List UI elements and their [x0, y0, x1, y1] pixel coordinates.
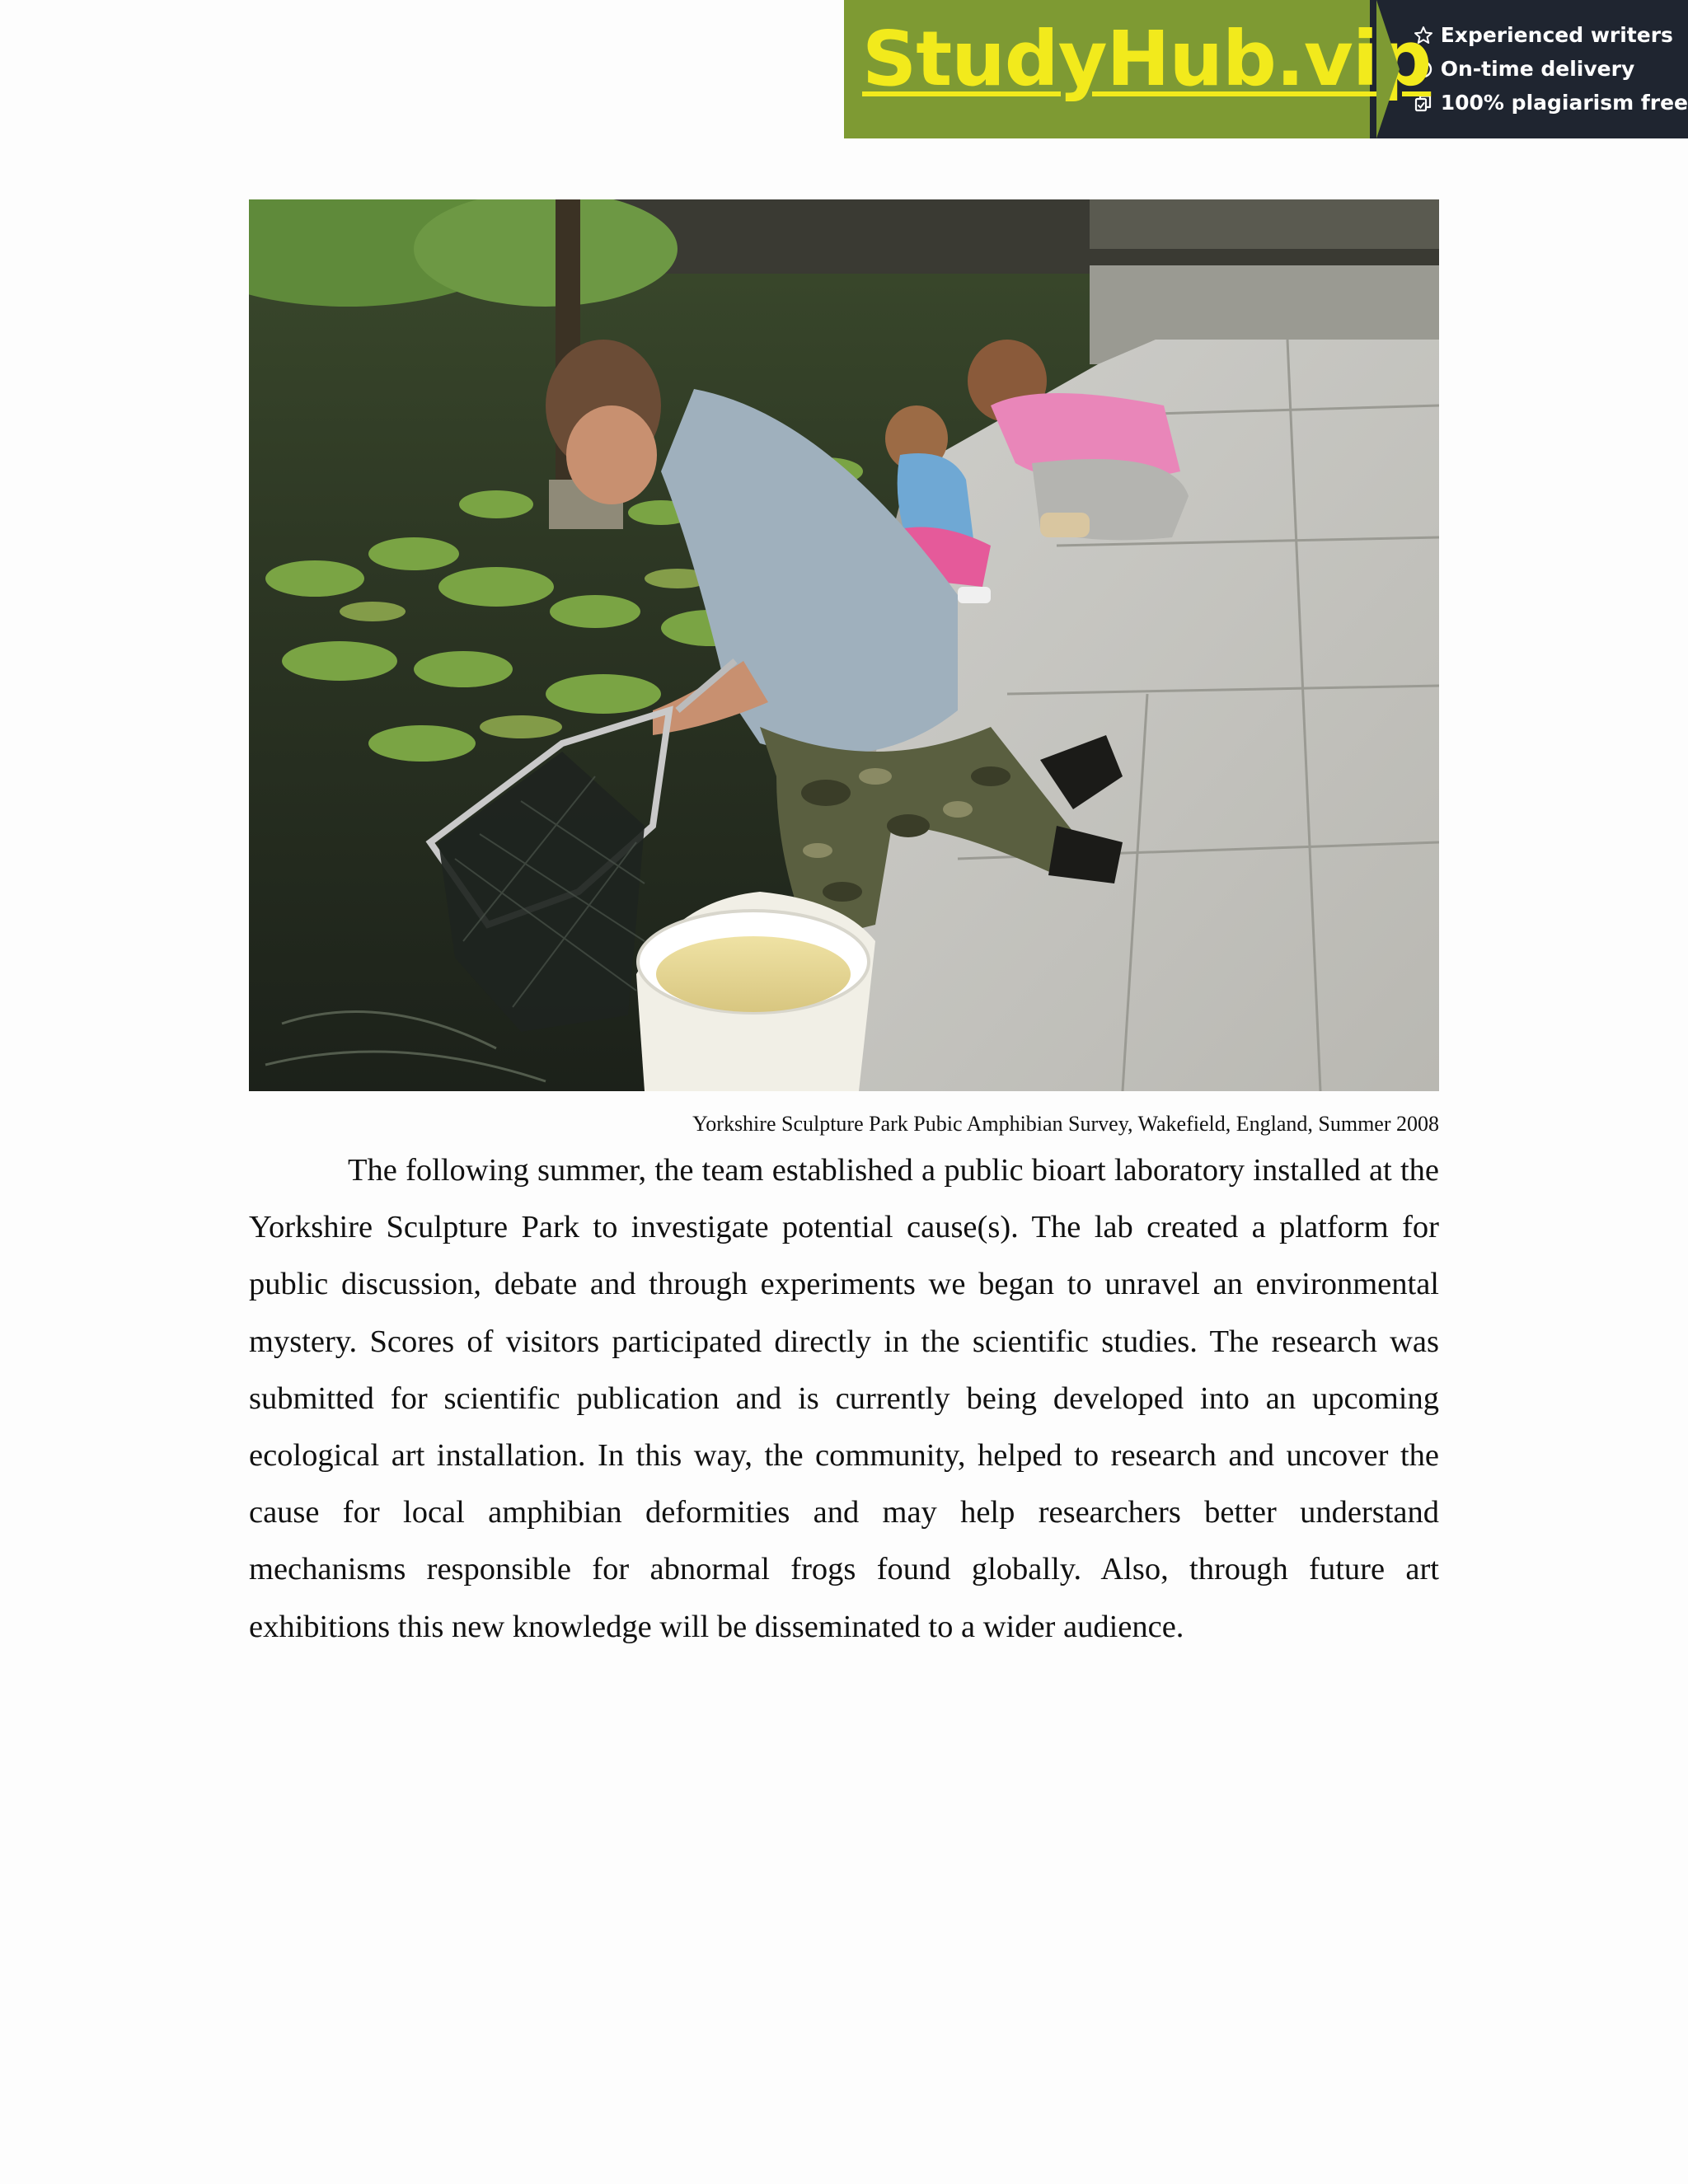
studyhub-banner[interactable]: [844, 0, 1688, 138]
body-paragraph: The following summer, the team established a public bioart laboratory installed at the Yorkshire Sculpture Park to investigate potential cause(s). The lab created a platform for public discussion, debate and through experiments we began to unravel an environmental mystery. Scores of visitors participated directly in the scientific studies. The research was submitted for scientific publication and is currently being developed into an upcoming ecological art installation. In this way, the community, helped to research and uncover the cause for local amphibian deformities and may help researchers better understand mechanisms responsible for abnormal frogs found globally. Also, through future art exhibitions this new knowledge will be disseminated to a wider audience.: [249, 1153, 1439, 1644]
feature-label: On-time delivery: [1440, 57, 1635, 81]
feature-label: 100% plagiarism free: [1440, 91, 1688, 115]
feature-on-time-delivery: [1413, 52, 1688, 86]
feature-label: Experienced writers: [1440, 23, 1673, 47]
feature-experienced-writers: [1413, 18, 1688, 52]
banner-arrow-divider: [1376, 0, 1400, 138]
logo-panel[interactable]: [844, 0, 1432, 138]
studyhub-logo[interactable]: StudyHub.vip: [862, 15, 1432, 103]
photo-caption: Yorkshire Sculpture Park Pubic Amphibian Survey, Wakefield, England, Summer 2008: [692, 1112, 1439, 1136]
feature-plagiarism-free: [1413, 86, 1688, 120]
amphibian-survey-photo: [249, 199, 1439, 1091]
